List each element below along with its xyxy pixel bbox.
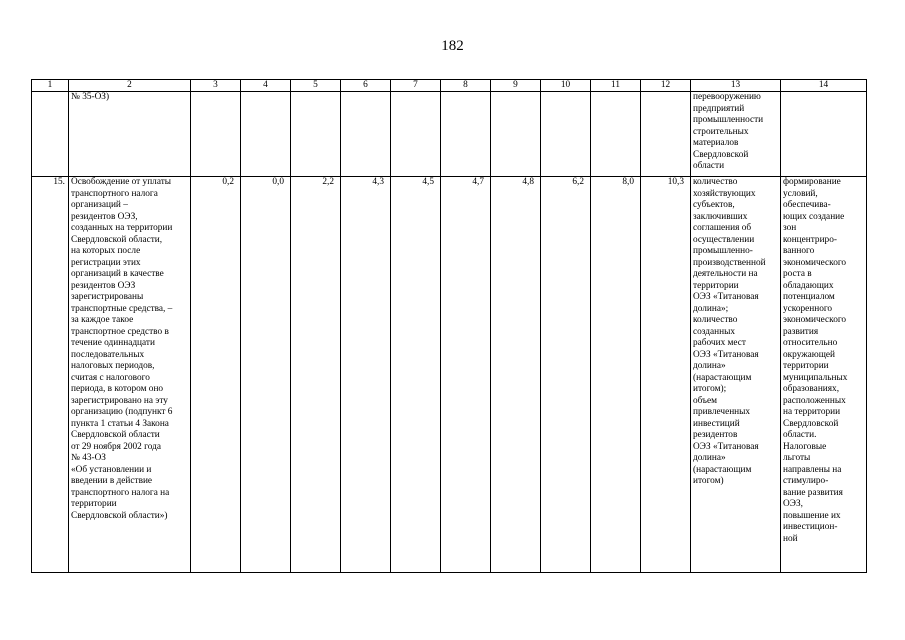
column-number: 4 [241, 80, 291, 92]
column-number: 2 [69, 80, 191, 92]
value-cell: 0,2 [191, 177, 241, 573]
cell-empty [641, 92, 691, 177]
cell-empty [781, 92, 867, 177]
goal-cell: формирование условий, обеспечива- ющих создание зон концентриро- ванного экономического роста в обладающих потенциалом ускоренного экономического развития относительно окружающей территории муниципальных образованиях, расположенных на территории Свердловской области. Налоговые льготы направлены на стимулиро- вание развития ОЭЗ, повышение их инвестицион- ной [781, 177, 867, 573]
cell-empty [391, 92, 441, 177]
value-cell: 6,2 [541, 177, 591, 573]
column-number: 13 [691, 80, 781, 92]
column-number: 10 [541, 80, 591, 92]
cell-empty [241, 92, 291, 177]
column-number-row [32, 80, 867, 92]
cell-empty [32, 92, 69, 177]
column-number: 11 [591, 80, 641, 92]
cell-empty [341, 92, 391, 177]
indicators-cell: количество хозяйствующих субъектов, заключивших соглашения об осуществлении промышленно- производственной деятельности на территории ОЭЗ «Титановая долина»; количество созданных рабочих мест ОЭЗ «Титановая долина» (нарастающим итогом); объем привлеченных инвестиций резидентов ОЭЗ «Титановая долина» (нарастающим итогом) [691, 177, 781, 573]
benefits-table [31, 79, 867, 573]
column-number: 14 [781, 80, 867, 92]
value-cell: 8,0 [591, 177, 641, 573]
cell-empty [541, 92, 591, 177]
column-number: 5 [291, 80, 341, 92]
column-number: 3 [191, 80, 241, 92]
cell-indicator-continued: перевооружению предприятий промышленности строительных материалов Свердловской области [691, 92, 781, 177]
page-number: 182 [441, 38, 464, 54]
column-number: 6 [341, 80, 391, 92]
value-cell: 4,8 [491, 177, 541, 573]
column-number: 8 [441, 80, 491, 92]
column-number: 7 [391, 80, 441, 92]
column-number: 9 [491, 80, 541, 92]
table-row-continued [32, 92, 867, 177]
column-number: 1 [32, 80, 69, 92]
cell-law-reference: № 35-ОЗ) [69, 92, 191, 177]
value-cell: 4,3 [341, 177, 391, 573]
cell-empty [291, 92, 341, 177]
cell-empty [191, 92, 241, 177]
column-number: 12 [641, 80, 691, 92]
cell-empty [591, 92, 641, 177]
cell-empty [441, 92, 491, 177]
value-cell: 2,2 [291, 177, 341, 573]
cell-empty [491, 92, 541, 177]
value-cell: 4,5 [391, 177, 441, 573]
table-row-15 [32, 177, 867, 573]
value-cell: 10,3 [641, 177, 691, 573]
value-cell: 0,0 [241, 177, 291, 573]
benefit-description: Освобождение от уплаты транспортного налога организаций – резидентов ОЭЗ, созданных на территории Свердловской области, на которых после регистрации этих организаций в качестве резидентов ОЭЗ зарегистрированы транспортные средства, – за каждое такое транспортное средство в течение одиннадцати последовательных налоговых периодов, считая с налогового периода, в котором оно зарегистрировано на эту организацию (подпункт 6 пункта 1 статьи 4 Закона Свердловской области от 29 ноября 2002 года № 43-ОЗ «Об установлении и введении в действие транспортного налога на территории Свердловской области») [69, 177, 191, 573]
row-number: 15. [32, 177, 69, 573]
value-cell: 4,7 [441, 177, 491, 573]
